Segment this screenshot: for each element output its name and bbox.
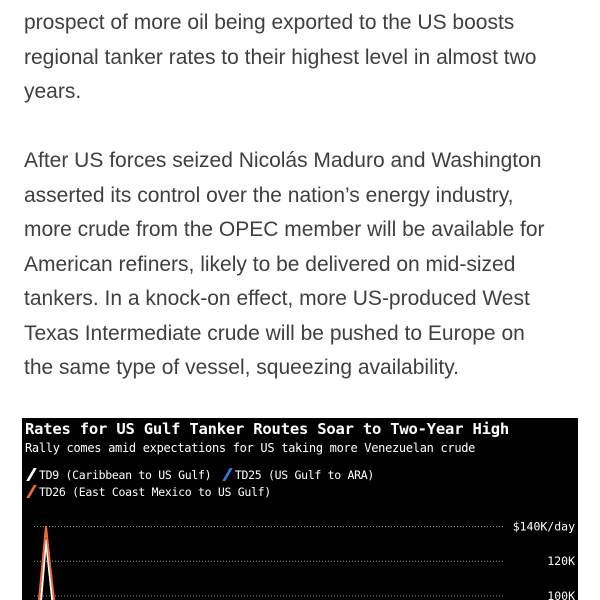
chart-subtitle: Rally comes amid expectations for US taking more Venezuelan crude: [25, 441, 476, 455]
tanker-rates-chart: [22, 418, 578, 600]
y-tick-label: 120K: [547, 554, 575, 569]
chart-plot-area: [22, 418, 578, 600]
text-line: prospect of more oil being exported to the US boosts: [24, 11, 515, 34]
text-line: After US forces seized Nicolás Maduro and Washington: [24, 149, 542, 172]
text-line: American refiners, likely to be delivered on mid-sized: [24, 252, 516, 276]
series-line-td26: [36, 527, 506, 600]
text-line: tankers. In a knock-on effect, more US-produced West: [24, 287, 530, 310]
legend-label-td9: TD9 (Caribbean to US Gulf): [39, 468, 212, 482]
text-line: regional tanker rates to their highest level in almost two: [24, 45, 537, 69]
legend-label-td26: TD26 (East Coast Mexico to US Gulf): [39, 485, 271, 499]
chart-title: Rates for US Gulf Tanker Routes Soar to Two-Year High: [25, 420, 509, 438]
article-paragraph-1: [24, 6, 536, 110]
text-line: the same type of vessel, squeezing availability.: [24, 356, 460, 379]
legend-label-td25: TD25 (US Gulf to ARA): [234, 468, 374, 482]
article-paragraph-2: [24, 144, 545, 386]
series-line-td9: [36, 541, 506, 600]
y-tick-label: 100K: [547, 588, 575, 600]
text-line: more crude from the OPEC member will be available for: [24, 218, 545, 241]
y-tick-label: $140K/day: [512, 519, 575, 534]
text-line: asserted its control over the nation’s energy industry,: [24, 183, 514, 207]
text-line: Texas Intermediate crude will be pushed to Europe on: [24, 321, 525, 345]
text-line: years.: [24, 80, 82, 103]
